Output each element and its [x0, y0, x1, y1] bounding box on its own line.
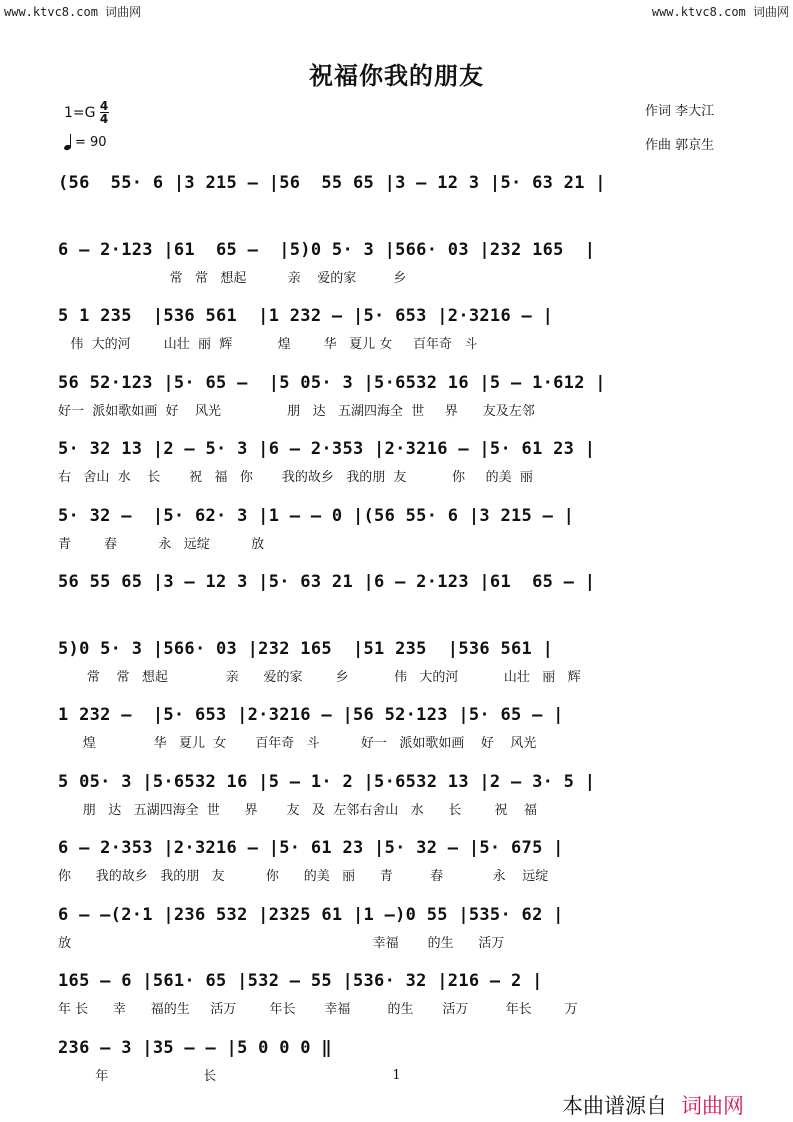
lyric-line: 放 幸福 的生 活万	[58, 935, 505, 951]
notation-line: 6 – 2·123 |61 65 – |5)0 5· 3 |566· 03 |232 165 |	[58, 239, 596, 260]
score-system-12	[58, 892, 738, 959]
notation-line: 5)0 5· 3 |566· 03 |232 165 |51 235 |536 561 |	[58, 638, 554, 659]
lyric-line: 好一 派如歌如画 好 风光 朋 达 五湖四海全 世 界 友及左邻	[58, 403, 535, 419]
notation-line: 56 52·123 |5· 65 – |5 05· 3 |5·6532 16 |5 – 1·612 |	[58, 372, 606, 393]
score-system-1	[58, 160, 738, 227]
lyric-line: 年 长	[58, 1068, 217, 1084]
notation-line: (56 55· 6 |3 215 – |56 55 65 |3 – 12 3 |5· 63 21 |	[58, 173, 606, 193]
source-site-link[interactable]: 词曲网	[681, 1094, 744, 1118]
score-system-3	[58, 293, 738, 360]
score-sheet	[58, 160, 738, 1091]
watermark-right: www.ktvc8.com 词曲网	[651, 5, 789, 19]
notation-line: 1 232 – |5· 653 |2·3216 – |56 52·123 |5· 65 – |	[58, 705, 564, 725]
score-system-10	[58, 759, 738, 826]
score-system-5	[58, 426, 738, 493]
score-system-13	[58, 958, 738, 1025]
tempo-marking	[64, 134, 107, 150]
lyric-line: 朋 达 五湖四海全 世 界 友 及 左邻右舍山 水 长 祝 福	[58, 802, 538, 818]
tempo-value: = 90	[75, 134, 107, 150]
beam-lines	[58, 195, 738, 201]
source-label: 本曲谱源自	[562, 1094, 667, 1118]
key-label: 1=G	[64, 104, 96, 121]
notation-line: 5· 32 13 |2 – 5· 3 |6 – 2·353 |2·3216 – |5· 61 23 |	[58, 439, 596, 459]
score-system-2	[58, 227, 738, 294]
score-system-11	[58, 825, 738, 892]
score-system-6	[58, 493, 738, 560]
notation-line: 6 – –(2·1 |236 532 |2325 61 |1 –)0 55 |535· 62 |	[58, 904, 564, 925]
score-system-9	[58, 692, 738, 759]
time-signature	[100, 100, 109, 125]
key-signature	[64, 100, 109, 125]
notation-line: 165 – 6 |561· 65 |532 – 55 |536· 32 |216 – 2 |	[58, 971, 543, 991]
lyric-line: 右 舍山 水 长 祝 福 你 我的故乡 我的朋 友 你 的美 丽	[58, 470, 533, 485]
lyric-line: 常 常 想起 亲 爱的家 乡 伟 大的河 山壮 丽 辉	[58, 669, 581, 685]
lyric-line: 你 我的故乡 我的朋 友 你 的美 丽 青 春 永 远绽	[58, 869, 549, 884]
score-system-8	[58, 626, 738, 693]
lyric-line: 青 春 永 远绽 放	[58, 536, 265, 552]
notation-line: 56 55 65 |3 – 12 3 |5· 63 21 |6 – 2·123 |61 65 – |	[58, 572, 596, 592]
notation-line: 6 – 2·353 |2·3216 – |5· 61 23 |5· 32 – |5· 675 |	[58, 838, 564, 858]
time-signature-bottom: 4	[99, 112, 109, 126]
notation-line: 5· 32 – |5· 62· 3 |1 – – 0 |(56 55· 6 |3 215 – |	[58, 505, 575, 526]
lyric-line: 常 常 想起 亲 爱的家 乡	[58, 270, 407, 286]
notation-line: 236 – 3 |35 – – |5 0 0 0 ‖	[58, 1037, 332, 1058]
composer-credit: 作曲 郭京生	[645, 138, 715, 153]
lyric-line: 年 长 幸 福的生 活万 年长 幸福 的生 活万 年长 万	[58, 1002, 578, 1017]
lyric-line: 煌 华 夏儿 女 百年奇 斗 好一 派如歌如画 好 风光	[58, 736, 537, 751]
watermark-left: www.ktvc8.com 词曲网	[4, 5, 142, 19]
song-title: 祝福你我的朋友	[309, 62, 484, 90]
score-system-4	[58, 360, 738, 427]
quarter-note-icon	[64, 134, 73, 150]
notation-line: 5 1 235 |536 561 |1 232 – |5· 653 |2·3216 – |	[58, 306, 554, 326]
source-footer	[562, 1090, 744, 1120]
page-number: 1	[392, 1068, 401, 1083]
notation-line: 5 05· 3 |5·6532 16 |5 – 1· 2 |5·6532 13 |2 – 3· 5 |	[58, 771, 596, 792]
score-system-7	[58, 559, 738, 626]
lyricist-credit: 作词 李大江	[645, 104, 715, 119]
lyric-line: 伟 大的河 山壮 丽 辉 煌 华 夏儿 女 百年奇 斗	[58, 337, 478, 352]
time-signature-top: 4	[99, 99, 109, 113]
